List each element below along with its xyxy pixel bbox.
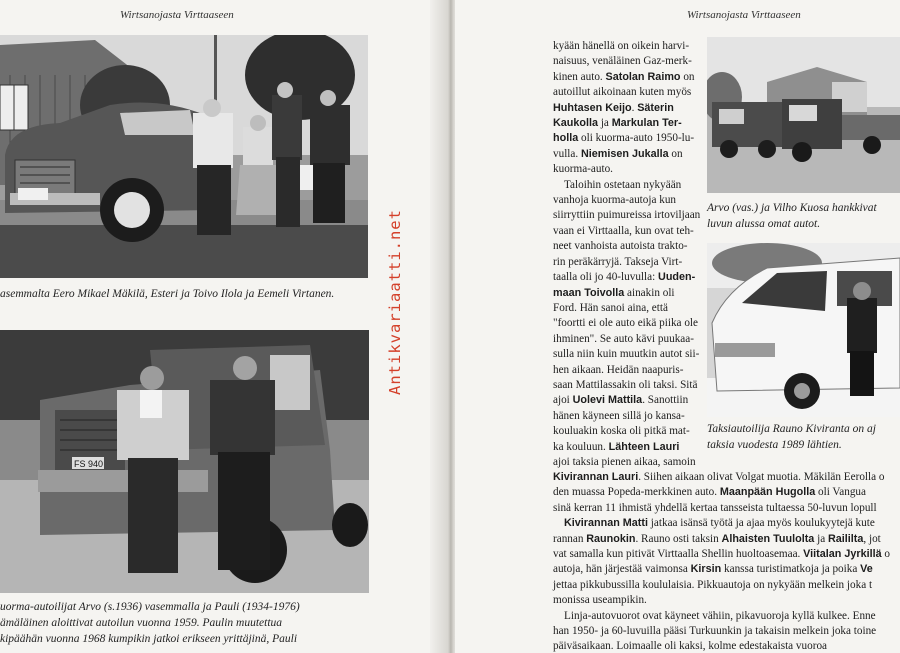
- photo-two-trucks: [707, 37, 900, 193]
- right-page: [455, 0, 900, 653]
- watermark: Antikvariaatti.net: [386, 209, 404, 395]
- photo-two-trucks-caption: Arvo (vas.) ja Vilho Kuosa hankkivat luvun alussa omat autot.: [707, 202, 877, 230]
- photo-car-group-caption: asemmalta Eero Mikael Mäkilä, Esteri ja Toivo Ilola ja Eemeli Virtanen.: [0, 288, 335, 300]
- article-text: kyään hänellä on oikein harvi- naisuus, venäläinen Gaz-merk- kinen auto. Satolan Raimo on autoillut aikoinaan kuten myös Huhtasen Keijo. Säterin Kaukolla ja Markulan Ter- holla oli kuorma-auto 1950-lu- vulla. Niemisen Jukalla on kuorma-auto. Taloihin ostetaan nykyään vanhoja kuorma-autoja kun siirryttiin puimureissa irtoviljaan vaan ei Virttaalla, kun ovat teh- neet vanhoista autoista trakto- rin peräkärryjä. Takseja Virt- taalla oli jo 40-luvulla: Uuden- maan Toivolla ainakin oli Ford. Hän sanoi aina, että "foortti ei ole auto eikä piika ole ihminen". Se auto kävi puukaa- sulla niin kuin muutkin autot sii- hen aikaan. Heidän naapuris- saan Mattilassakin oli taksi. Sitä ajoi Uolevi Mattila. Sanottiin hänen käyneen sillä jo kansa- kouluakin koska oli pitkä mat- ka kouluun. Lähteen Lauri ajoi taksia pienen aikaa, samoin: [553, 40, 701, 468]
- photo-truck-drivers: [0, 330, 369, 593]
- running-header: Wirtsanojasta Virttaaseen: [120, 9, 234, 21]
- photo-car-group: [0, 35, 368, 278]
- left-page: [0, 0, 440, 653]
- photo-taxi-van-caption: Taksiautoilija Rauno Kiviranta on aj taksia vuodesta 1989 lähtien.: [707, 423, 876, 451]
- photo-truck-caption: uorma-autoilijat Arvo (s.1936) vasemmalla ja Pauli (1934-1976) ämäläinen aloittivat autoilun vuonna 1959. Paulin muutettua kipäähän vuonna 1968 kumpikin jatkoi erikseen yrittäjinä, Pauli: [0, 601, 300, 645]
- photo-taxi-van: [707, 243, 900, 417]
- license-plate: FS 940: [74, 459, 104, 469]
- running-header: Wirtsanojasta Virttaaseen: [687, 9, 801, 21]
- article-text-wide: Kivirannan Lauri. Siihen aikaan olivat Volgat muotia. Mäkilän Eerolla o den muassa Popeda-merkkinen auto. Maanpään Hugolla oli Vangua sinä kerran 11 ihmistä yhdellä kertaa tansseista tultaessa 50-luvun lopull Kivirannan Matti jatkaa isänsä työtä ja ajaa myös koulukyytejä kute rannan Raunokin. Rauno osti taksin Alhaisten Tuulolta ja Raililta, jot vat samalla kun pitivät Virttaalla Shellin huoltoasemaa. Viitalan Jyrkillä o autoja, hän järjestää vaimonsa Kirsin kanssa turistimatkoja ja poika Ve jettaa pikkubussilla koululaisia. Pikkuautoja on nykyään melkein joka t monissa useampikin. Linja-autovuorot ovat käyneet vähiin, pikavuoroja kyllä kulkee. Enne han 1950- ja 60-luvuilla pääsi Turkuunkin ja takaisin melkein joka toine päiväsaikaan. Loimaalle oli kaksi, kolme edestakaista vuoroa: [553, 471, 890, 653]
